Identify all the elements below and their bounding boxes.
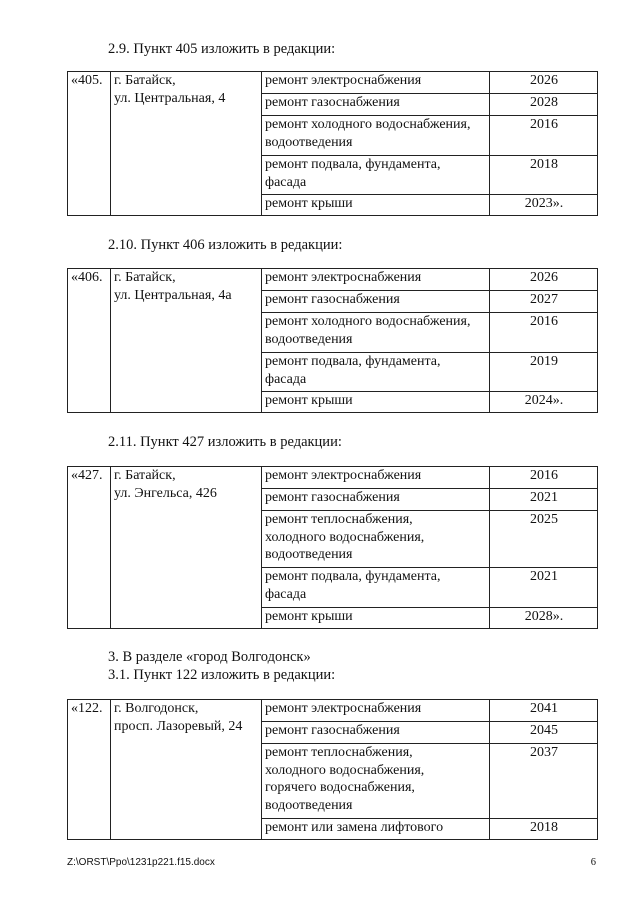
table-row <box>68 269 598 291</box>
work-type-line: ремонт теплоснабжения, <box>265 745 413 760</box>
work-type-line: ремонт газоснабжения <box>265 723 400 738</box>
year-cell: 2016 <box>490 116 598 156</box>
work-type-cell <box>262 467 490 489</box>
work-type-cell <box>262 819 490 840</box>
work-type-cell <box>262 511 490 568</box>
work-type-cell <box>262 392 490 413</box>
year-cell: 2028 <box>490 94 598 116</box>
address-line: ул. Центральная, 4 <box>114 90 226 106</box>
address-line: г. Батайск, <box>114 73 176 88</box>
repair-schedule-table <box>67 268 598 413</box>
work-type-line: ремонт теплоснабжения, <box>265 512 413 527</box>
year-cell: 2016 <box>490 313 598 353</box>
address-line: ул. Центральная, 4а <box>114 287 232 303</box>
work-type-line: фасада <box>265 371 307 387</box>
work-type-line: ремонт подвала, фундамента, <box>265 157 441 172</box>
address-cell <box>111 700 262 840</box>
address-line: ул. Энгельса, 426 <box>114 485 217 501</box>
table-row <box>68 467 598 489</box>
year-cell: 2024». <box>490 392 598 413</box>
year-cell: 2028». <box>490 608 598 629</box>
year-cell: 2016 <box>490 467 598 489</box>
work-type-cell <box>262 700 490 722</box>
work-type-cell <box>262 94 490 116</box>
year-cell: 2019 <box>490 353 598 392</box>
work-type-line: водоотведения <box>265 134 353 150</box>
address-line: просп. Лазоревый, 24 <box>114 718 243 734</box>
year-cell: 2026 <box>490 72 598 94</box>
work-type-line: ремонт подвала, фундамента, <box>265 354 441 369</box>
footer-file-path: Z:\ORST\Ppo\1231p221.f15.docx <box>67 857 215 868</box>
work-type-line: ремонт крыши <box>265 393 353 408</box>
year-cell: 2018 <box>490 156 598 195</box>
item-number: «427. <box>68 467 111 629</box>
repair-schedule-table <box>67 466 598 629</box>
item-number: «122. <box>68 700 111 840</box>
work-type-line: ремонт или замена лифтового <box>265 820 444 835</box>
work-type-cell <box>262 291 490 313</box>
work-type-line: ремонт крыши <box>265 196 353 211</box>
work-type-cell <box>262 489 490 511</box>
repair-schedule-table <box>67 71 598 216</box>
work-type-line: ремонт газоснабжения <box>265 95 400 110</box>
work-type-cell <box>262 744 490 819</box>
work-type-line: холодного водоснабжения, <box>265 529 425 545</box>
work-type-line: ремонт подвала, фундамента, <box>265 569 441 584</box>
section-heading: 2.9. Пункт 405 изложить в редакции: <box>108 41 336 57</box>
work-type-cell <box>262 72 490 94</box>
work-type-cell <box>262 269 490 291</box>
work-type-cell <box>262 568 490 608</box>
work-type-line: горячего водоснабжения, <box>265 780 415 795</box>
year-cell: 2025 <box>490 511 598 568</box>
year-cell: 2045 <box>490 722 598 744</box>
section-subheading: 3.1. Пункт 122 изложить в редакции: <box>108 667 336 683</box>
section-heading: 2.11. Пункт 427 изложить в редакции: <box>108 434 342 450</box>
work-type-line: холодного водоснабжения, <box>265 762 425 778</box>
work-type-line: водоотведения <box>265 547 353 562</box>
work-type-line: водоотведения <box>265 331 353 347</box>
year-cell: 2021 <box>490 568 598 608</box>
year-cell: 2023». <box>490 195 598 216</box>
work-type-cell <box>262 313 490 353</box>
work-type-line: ремонт газоснабжения <box>265 490 400 505</box>
address-line: г. Батайск, <box>114 468 176 483</box>
address-cell <box>111 269 262 413</box>
work-type-line: ремонт электроснабжения <box>265 468 422 483</box>
year-cell: 2037 <box>490 744 598 819</box>
work-type-cell <box>262 116 490 156</box>
work-type-line: фасада <box>265 586 307 602</box>
work-type-cell <box>262 195 490 216</box>
work-type-line: ремонт газоснабжения <box>265 292 400 307</box>
work-type-line: ремонт электроснабжения <box>265 270 422 285</box>
year-cell: 2027 <box>490 291 598 313</box>
item-number: «406. <box>68 269 111 413</box>
page-number: 6 <box>590 857 596 868</box>
work-type-line: водоотведения <box>265 797 353 813</box>
work-type-line: ремонт холодного водоснабжения, <box>265 117 471 132</box>
address-cell <box>111 467 262 629</box>
section-heading: 2.10. Пункт 406 изложить в редакции: <box>108 237 343 253</box>
work-type-line: ремонт холодного водоснабжения, <box>265 314 471 329</box>
address-line: г. Волгодонск, <box>114 701 199 716</box>
work-type-line: фасада <box>265 174 307 190</box>
table-row <box>68 72 598 94</box>
work-type-cell <box>262 722 490 744</box>
item-number: «405. <box>68 72 111 216</box>
work-type-cell <box>262 353 490 392</box>
year-cell: 2026 <box>490 269 598 291</box>
work-type-line: ремонт крыши <box>265 609 353 624</box>
year-cell: 2021 <box>490 489 598 511</box>
work-type-line: ремонт электроснабжения <box>265 73 422 88</box>
year-cell: 2041 <box>490 700 598 722</box>
address-cell <box>111 72 262 216</box>
work-type-line: ремонт электроснабжения <box>265 701 422 716</box>
work-type-cell <box>262 156 490 195</box>
repair-schedule-table <box>67 699 598 840</box>
section-heading: 3. В разделе «город Волгодонск» <box>108 649 311 665</box>
year-cell: 2018 <box>490 819 598 840</box>
work-type-cell <box>262 608 490 629</box>
address-line: г. Батайск, <box>114 270 176 285</box>
table-row <box>68 700 598 722</box>
